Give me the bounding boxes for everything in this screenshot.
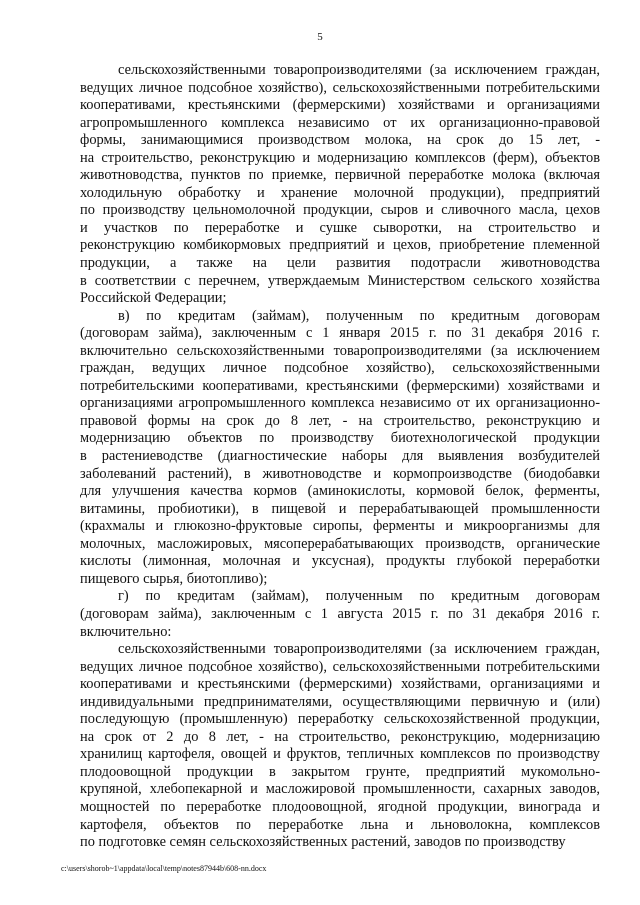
text-line: плодоовощной продукции в закрытом грунте, предприятий мукомольно- [80,763,600,780]
text-line: в соответствии с перечнем, утверждаемым Министерством сельского хозяйства [80,272,600,289]
text-line: потребительскими кооперативами, крестьянскими (фермерскими) хозяйствами и [80,377,600,394]
text-line: крупяной, хлебопекарной и масложировой промышленности, сахарных заводов, [80,781,600,798]
text-line: мощностей по переработке плодоовощной, ягодной продукции, винограда и [80,798,600,815]
text-line: (договорам займа), заключенным с 1 августа 2015 г. по 31 декабря 2016 г. [80,605,600,622]
text-line: животноводства, пунктов по приемке, первичной переработке молока (включая [80,167,600,184]
text-line: граждан, ведущих личное подсобное хозяйство), сельскохозяйственными [80,360,600,377]
text-line: кооперативами, крестьянскими (фермерскими) хозяйствами и организациями [80,97,600,114]
text-line: правовой формы на срок до 8 лет, - на строительство, реконструкцию и [80,412,600,429]
text-line: на срок от 2 до 8 лет, - на строительство, реконструкцию, модернизацию [80,728,600,745]
text-line: реконструкцию комбикормовых предприятий и цехов, приобретение племенной [80,237,600,254]
text-line: ведущих личное подсобное хозяйство), сельскохозяйственными потребительскими [80,658,600,675]
text-line: в растениеводстве (диагностические наборы для выявления возбудителей [80,448,600,465]
footer-file-path: c:\users\shorob~1\appdata\local\temp\notes87944b\608-nn.docx [61,864,267,873]
page-number: 5 [317,31,323,43]
text-line: включительно: [80,623,172,640]
text-line: в) по кредитам (займам), полученным по кредитным договорам [118,307,600,324]
text-line: сельскохозяйственными товаропроизводителями (за исключением граждан, [118,62,600,78]
text-line: и участков по переработке и сушке сыворотки, на строительство и [80,219,600,236]
text-line: (договорам займа), заключенным с 1 января 2015 г. по 31 декабря 2016 г. [80,325,600,342]
text-line: витамины, пробиотики), в пищевой и перерабатывающей промышленности [80,500,600,517]
text-line: организациями агропромышленного комплекса независимо от их организационно- [80,395,600,412]
paragraph [80,588,600,641]
text-line: кооперативами и крестьянскими (фермерскими) хозяйствами, организациями и [80,676,600,693]
paragraph [80,308,600,589]
text-line: формы, занимающимися производством молока, на срок до 15 лет, - [80,132,600,149]
text-line: на строительство, реконструкцию и модернизацию комплексов (ферм), объектов [80,149,600,166]
text-line: ведущих личное подсобное хозяйство), сельскохозяйственными потребительскими [80,79,600,96]
text-line: сельскохозяйственными товаропроизводителями (за исключением граждан, [118,641,600,658]
text-line: кислоты (лимонная, молочная и уксусная), продукты глубокой переработки [80,553,600,570]
text-line: для улучшения качества кормов (аминокислоты, кормовой белок, ферменты, [80,483,600,500]
text-line: хранилищ картофеля, овощей и фруктов, тепличных комплексов по производству [80,746,600,763]
document-body [80,62,600,852]
text-line: пищевого сырья, биотопливо); [80,570,268,587]
text-line: индивидуальными предпринимателями, осуществляющими первичную и (или) [80,693,600,710]
text-line: по производству цельномолочной продукции, сыров и сливочного масла, цехов [80,202,600,219]
text-line: молочных, масложировых, мясоперерабатывающих производств, органические [80,535,600,552]
text-line: продукции, а также на цели развития подотрасли животноводства [80,255,600,272]
text-line: агропромышленного комплекса независимо от их организационно-правовой [80,114,600,131]
text-line: включительно сельскохозяйственными товаропроизводителями (за исключением [80,342,600,359]
text-line: (крахмалы и глюкозно-фруктовые сиропы, ферменты и микроорганизмы для [80,518,600,535]
paragraph [80,641,600,852]
text-line: г) по кредитам (займам), полученным по кредитным договорам [118,588,600,605]
text-line: модернизацию объектов по производству биотехнологической продукции [80,430,600,447]
text-line: по подготовке семян сельскохозяйственных растений, заводов по производству [80,834,566,851]
paragraph [80,62,600,308]
text-line: картофеля, объектов по переработке льна и льноволокна, комплексов [80,816,600,833]
text-line: холодильную обработку и хранение молочной продукции), предприятий [80,184,600,201]
text-line: заболеваний растений), в животноводстве и кормопроизводстве (биодобавки [80,465,600,482]
text-line: последующую (промышленную) переработку сельскохозяйственной продукции, [80,711,600,728]
text-line: Российской Федерации; [80,290,227,307]
